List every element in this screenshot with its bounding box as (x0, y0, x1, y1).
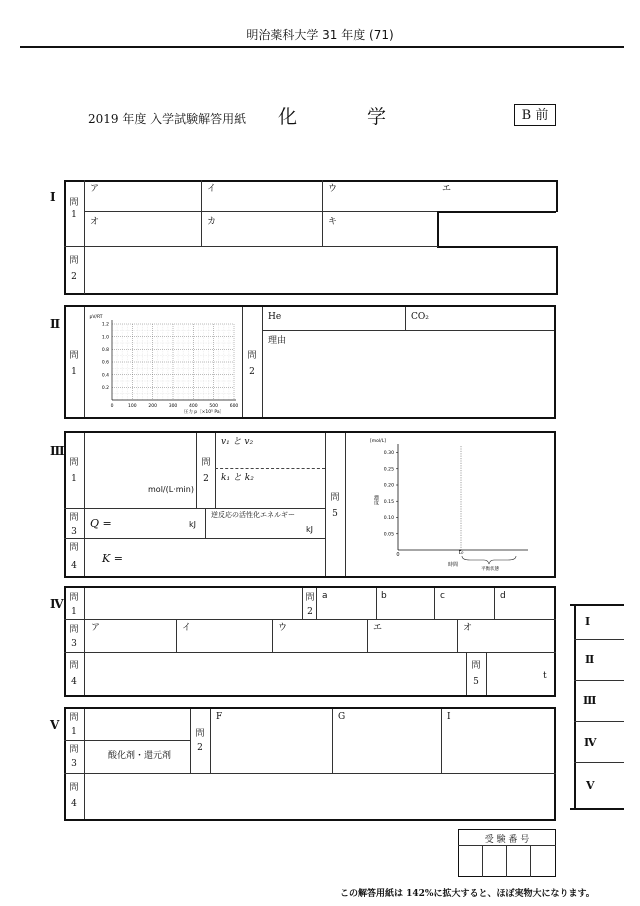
chart1-xlabel: 圧力 p〔×10⁵ Pa〕 (183, 410, 225, 415)
s3-q2-k: k₁ と k₂ (221, 473, 254, 483)
chart2-y-tick-label: 0.30 (383, 451, 394, 457)
header-rule (20, 46, 624, 48)
chart2-y-tick-label: 0.15 (383, 499, 394, 505)
s5-cell-g: G (338, 712, 346, 722)
s5-cell-f: F (216, 712, 223, 722)
s1-cell-ki: キ (328, 217, 338, 227)
score-2: Ⅱ (585, 653, 595, 666)
s3-q3-unit: kJ (189, 520, 196, 529)
answer-sheet-label: 2019 年度 入学試験解答用紙 (88, 112, 247, 126)
score-5: Ⅴ (586, 779, 595, 792)
chart2-y-tick-label: 0.05 (383, 532, 394, 538)
chart2-brace (462, 556, 516, 564)
s5-oxidant-reductant: 酸化剤・還元剤 (108, 751, 172, 761)
s1-cell-ka: カ (207, 217, 217, 227)
section-5 (64, 707, 556, 821)
s4-cell-a3: ア (91, 623, 101, 633)
chart2-xlabel: 時間 (447, 562, 459, 568)
section-2-label: Ⅱ (50, 317, 61, 331)
chart-pv-rt (88, 308, 240, 416)
s3-q4-label: 問 4 (69, 543, 79, 571)
chart2-y-tick-label: 0.25 (383, 467, 394, 473)
chart1-ylabel: pV/RT (89, 315, 103, 320)
chart2-t0: t₀ (458, 549, 464, 556)
s4-cell-e3: エ (373, 623, 383, 633)
s3-q2-label: 問 2 (201, 458, 211, 484)
s4-q2-label: 問 2 (305, 593, 315, 617)
score-3: Ⅲ (583, 694, 597, 707)
s1-q1-label: 問 1 (69, 198, 79, 220)
section-1-label: Ⅰ (50, 190, 56, 204)
s4-cell-i3: イ (182, 623, 192, 633)
s4-q4-label: 問 4 (69, 661, 79, 687)
s3-q5-label: 問 5 (330, 493, 340, 519)
chart2-annotation: 平衡状態 (481, 567, 499, 572)
chart2-y-tick-label: 0.20 (383, 483, 394, 489)
s2-he-cell: He (268, 312, 282, 322)
version-box: B 前 (514, 104, 556, 126)
s3-q2-v: v₁ と v₂ (221, 437, 254, 447)
s1-cell-a: ア (90, 184, 100, 194)
chart1-x-tick-label: 600 (229, 404, 239, 409)
score-1: Ⅰ (585, 615, 591, 628)
chart1-y-tick-label: 0.6 (101, 360, 109, 366)
s3-activation-unit: kJ (306, 525, 313, 534)
s2-reason-label: 理由 (268, 336, 287, 346)
s5-q1-label: 問 1 (69, 713, 79, 737)
chart1-y-tick-label: 0.4 (101, 373, 109, 379)
s3-q3-label: 問 3 (69, 513, 79, 537)
s2-co2-cell: CO₂ (411, 312, 429, 322)
chart1-x-tick-label: 500 (209, 404, 218, 409)
s4-cell-a: a (322, 591, 328, 601)
chart2-ylabel: 濃度 (373, 495, 379, 505)
chart1-x-tick-label: 200 (148, 404, 157, 409)
s5-q3-label: 問 3 (69, 745, 79, 769)
s1-cell-o: オ (90, 217, 100, 227)
section-5-label: Ⅴ (50, 718, 60, 732)
s2-q2-label: 問 2 (247, 351, 257, 377)
chart2-y-unit: [mol/L] (370, 439, 386, 444)
s1-cell-i: イ (207, 184, 217, 194)
s1-cell-u: ウ (328, 184, 338, 194)
s3-q1-label: 問 1 (69, 458, 79, 484)
chart1-y-tick-label: 1.2 (101, 322, 109, 328)
running-head: 明治薬科大学 31 年度 (71) (246, 28, 394, 42)
chart2-origin: 0 (396, 552, 400, 558)
s1-q2-label: 問 2 (69, 256, 79, 282)
chart1-y-tick-label: 0.2 (101, 385, 109, 391)
s5-q2-label: 問 2 (195, 729, 205, 753)
s5-q4-label: 問 4 (69, 783, 79, 809)
s4-cell-u3: ウ (278, 623, 288, 633)
chart1-y-tick-label: 0.8 (101, 347, 109, 353)
s4-cell-b: b (381, 591, 387, 601)
chart1-x-tick-label: 300 (168, 404, 178, 409)
s3-q1-unit: mol/(L·min) (148, 485, 194, 494)
s4-q3-label: 問 3 (69, 625, 79, 649)
s4-cell-d: d (500, 591, 506, 601)
s4-q5-label: 問 5 (471, 661, 481, 687)
s3-activation-note: 逆反応の活性化エネルギー (211, 511, 295, 519)
s4-q5-unit: t (543, 671, 547, 681)
chart1-x-tick-label: 0 (110, 404, 114, 409)
chart1-x-tick-label: 100 (128, 404, 137, 409)
chart-concentration-time (348, 434, 554, 576)
section-4-label: Ⅳ (50, 597, 64, 611)
score-4: Ⅳ (584, 736, 597, 749)
s4-cell-c: c (440, 591, 445, 601)
s4-cell-o3: オ (463, 623, 473, 633)
chart1-x-tick-label: 400 (189, 404, 198, 409)
subject-title: 化 学 (278, 106, 419, 128)
s2-q1-label: 問 1 (69, 351, 79, 377)
footer-note: この解答用紙は 142%に拡大すると、ほぼ実物大になります。 (340, 889, 595, 899)
s1-cell-e: エ (442, 184, 452, 194)
chart1-y-tick-label: 1.0 (101, 335, 109, 341)
s3-q4-k: K = (102, 552, 123, 565)
s3-q3-q: Q = (90, 517, 112, 530)
exam-number-label: 受 験 番 号 (484, 835, 530, 845)
chart2-y-tick-label: 0.10 (383, 516, 394, 522)
s4-q1-label: 問 1 (69, 593, 79, 617)
section-3-label: Ⅲ (50, 444, 65, 458)
s5-cell-i: I (447, 712, 451, 722)
